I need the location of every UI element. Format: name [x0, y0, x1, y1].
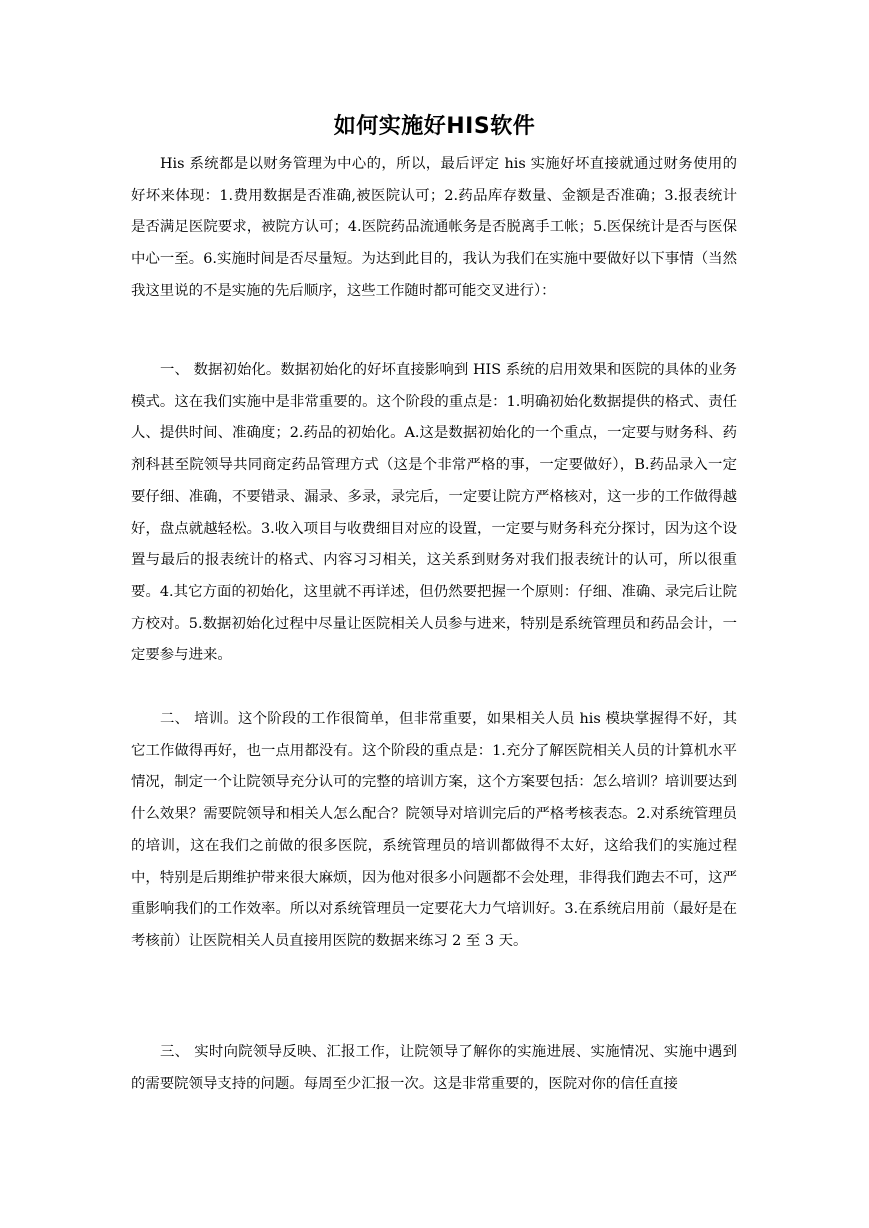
paragraph-data-initialization: 一、 数据初始化。数据初始化的好坏直接影响到 HIS 系统的启用效果和医院的具体的业务模式。这在我们实施中是非常重要的。这个阶段的重点是：1.明确初始化数据提供的格式、责任人、提供时间、准确度；2.药品的初始化。A.这是数据初始化的一个重点，一定要与财务科、药剂科甚至院领导共同商定药品管理方式（这是个非常严格的事，一定要做好），B.药品录入一定要仔细、准确，不要错录、漏录、多录，录完后，一定要让院方严格核对，这一步的工作做得越好，盘点就越轻松。3.收入项目与收费细目对应的设置，一定要与财务科充分探讨，因为这个设置与最后的报表统计的格式、内容习习相关，这关系到财务对我们报表统计的认可，所以很重要。4.其它方面的初始化，这里就不再详述，但仍然要把握一个原则：仔细、准确、录完后让院方校对。5.数据初始化过程中尽量让医院相关人员参与进来，特别是系统管理员和药品会计，一定要参与进来。 — [131, 362, 737, 664]
document-title: 如何实施好HIS软件 — [333, 114, 536, 139]
paragraph-reporting: 三、 实时向院领导反映、汇报工作，让院领导了解你的实施进展、实施情况、实施中遇到的需要院领导支持的问题。每周至少汇报一次。这是非常重要的，医院对你的信任直接 — [131, 1044, 737, 1092]
paragraph-training: 二、 培训。这个阶段的工作很简单，但非常重要，如果相关人员 his 模块掌握得不好，其它工作做得再好，也一点用都没有。这个阶段的重点是：1.充分了解医院相关人员的计算机水平情况，制定一个让院领导充分认可的完整的培训方案，这个方案要包括：怎么培训？培训要达到什么效果？需要院领导和相关人怎么配合？院领导对培训完后的严格考核表态。2.对系统管理员的培训，这在我们之前做的很多医院，系统管理员的培训都做得不太好，这给我们的实施过程中，特别是后期维护带来很大麻烦，因为他对很多小问题都不会处理，非得我们跑去不可，这严重影响我们的工作效率。所以对系统管理员一定要花大力气培训好。3.在系统启用前（最好是在考核前）让医院相关人员直接用医院的数据来练习 2 至 3 天。 — [131, 711, 737, 949]
paragraph-intro: His 系统都是以财务管理为中心的，所以，最后评定 his 实施好坏直接就通过财务使用的好坏来体现：1.费用数据是否准确,被医院认可；2.药品库存数量、金额是否准确；3.报表统计是否满足医院要求，被院方认可；4.医院药品流通帐务是否脱离手工帐；5.医保统计是否与医保中心一至。6.实施时间是否尽量短。为达到此目的，我认为我们在实施中要做好以下事情（当然我这里说的不是实施的先后顺序，这些工作随时都可能交叉进行）： — [131, 156, 737, 299]
